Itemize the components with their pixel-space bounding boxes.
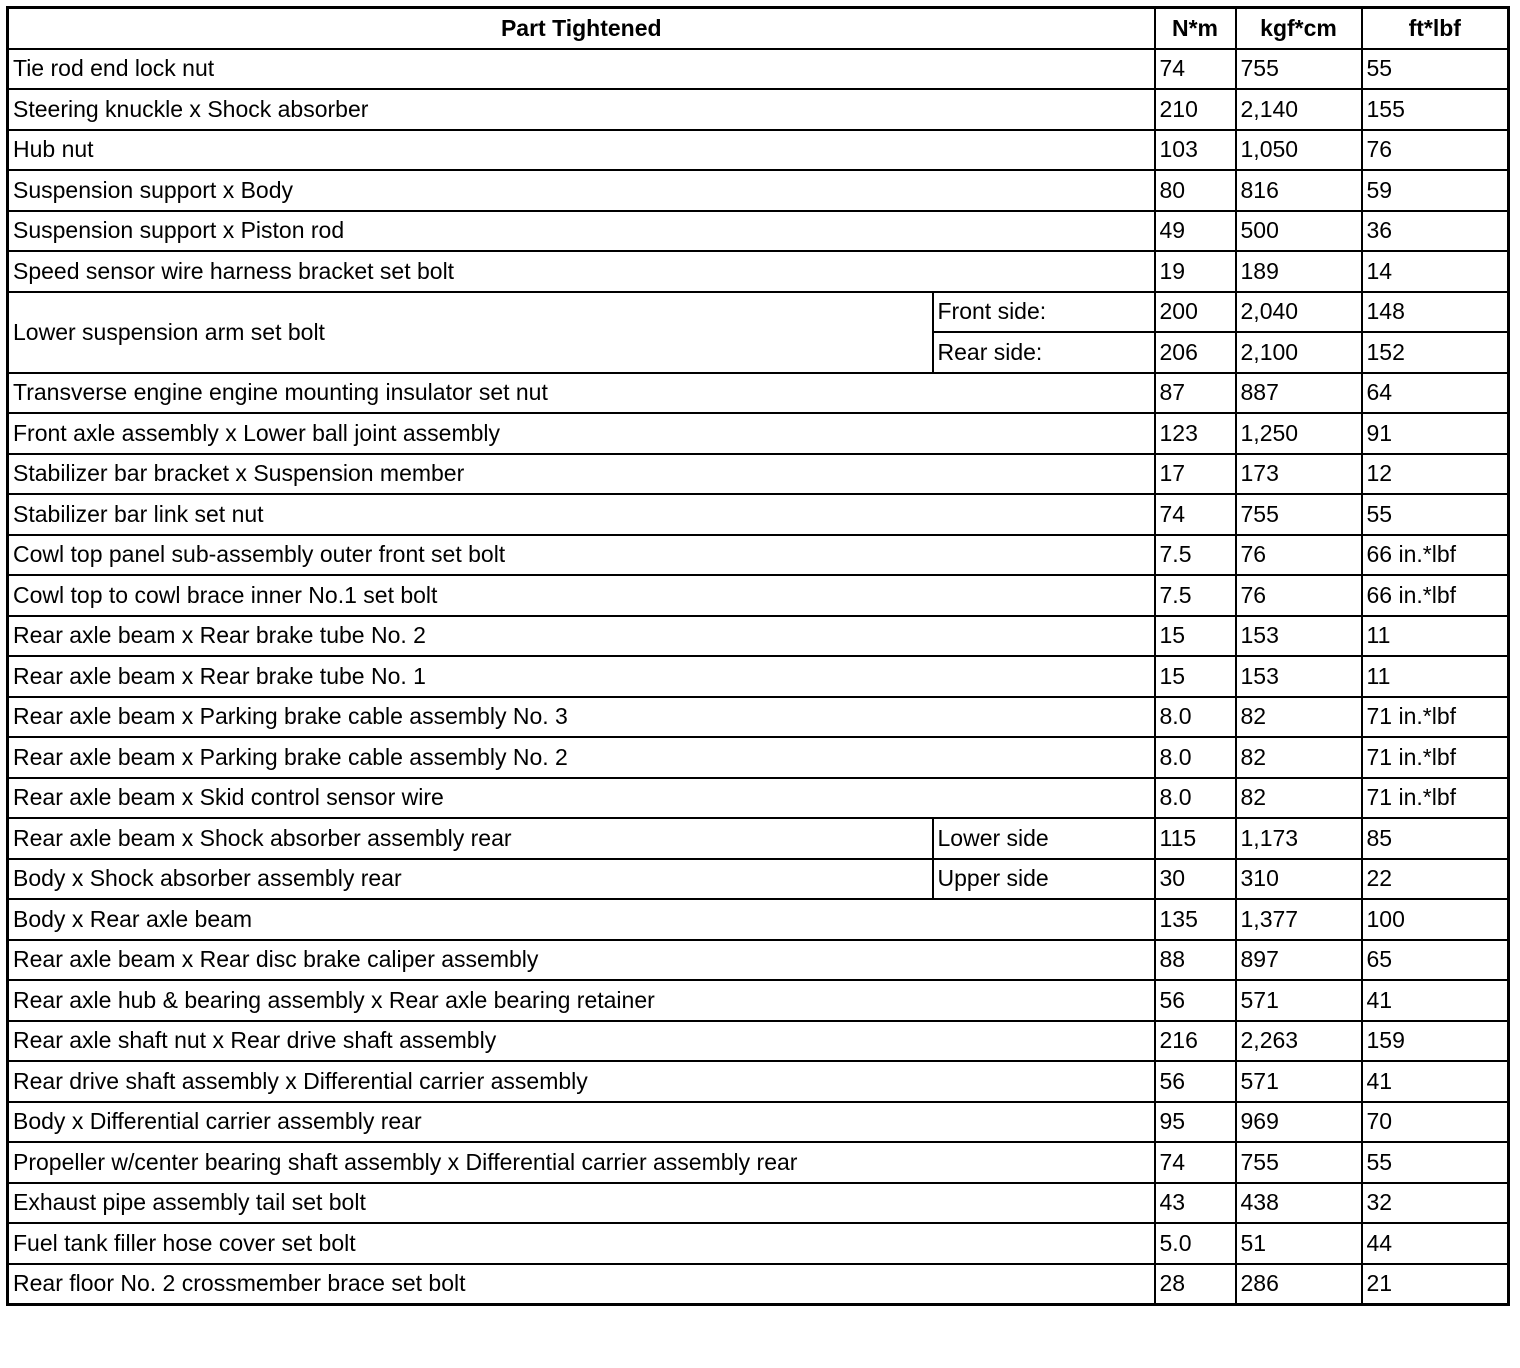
kgfcm-value-cell: 1,250 <box>1236 413 1362 454</box>
kgfcm-value-cell: 2,040 <box>1236 292 1362 333</box>
kgfcm-value-cell: 755 <box>1236 494 1362 535</box>
part-position-cell: Lower side <box>933 818 1155 859</box>
nm-value-cell: 43 <box>1155 1183 1236 1224</box>
ftlbf-value-cell: 85 <box>1362 818 1509 859</box>
part-position-cell: Upper side <box>933 859 1155 900</box>
table-row <box>8 737 1509 778</box>
kgfcm-value-cell: 755 <box>1236 49 1362 90</box>
nm-value-cell: 30 <box>1155 859 1236 900</box>
kgfcm-value-cell: 1,377 <box>1236 899 1362 940</box>
kgfcm-value-cell: 2,100 <box>1236 332 1362 373</box>
ftlbf-value-cell: 21 <box>1362 1264 1509 1305</box>
nm-value-cell: 103 <box>1155 130 1236 171</box>
ftlbf-value-cell: 66 in.*lbf <box>1362 575 1509 616</box>
nm-value-cell: 95 <box>1155 1102 1236 1143</box>
nm-value-cell: 87 <box>1155 373 1236 414</box>
part-name-cell: Steering knuckle x Shock absorber <box>8 89 1155 130</box>
ftlbf-value-cell: 12 <box>1362 454 1509 495</box>
nm-value-cell: 210 <box>1155 89 1236 130</box>
table-row <box>8 535 1509 576</box>
nm-value-cell: 80 <box>1155 170 1236 211</box>
kgfcm-value-cell: 897 <box>1236 940 1362 981</box>
table-row <box>8 899 1509 940</box>
kgfcm-value-cell: 189 <box>1236 251 1362 292</box>
ftlbf-value-cell: 155 <box>1362 89 1509 130</box>
ftlbf-value-cell: 22 <box>1362 859 1509 900</box>
nm-value-cell: 28 <box>1155 1264 1236 1305</box>
ftlbf-value-cell: 70 <box>1362 1102 1509 1143</box>
kgfcm-value-cell: 2,263 <box>1236 1021 1362 1062</box>
kgfcm-value-cell: 571 <box>1236 1061 1362 1102</box>
kgfcm-value-cell: 286 <box>1236 1264 1362 1305</box>
kgfcm-value-cell: 153 <box>1236 616 1362 657</box>
table-row <box>8 1183 1509 1224</box>
kgfcm-value-cell: 51 <box>1236 1223 1362 1264</box>
ftlbf-value-cell: 11 <box>1362 656 1509 697</box>
part-name-cell: Speed sensor wire harness bracket set bolt <box>8 251 1155 292</box>
part-name-cell: Body x Shock absorber assembly rear <box>8 859 933 900</box>
table-row <box>8 940 1509 981</box>
torque-spec-table <box>6 6 1510 1306</box>
part-name-cell: Propeller w/center bearing shaft assembly x Differential carrier assembly rear <box>8 1142 1155 1183</box>
kgfcm-value-cell: 500 <box>1236 211 1362 252</box>
ftlbf-value-cell: 64 <box>1362 373 1509 414</box>
part-name-cell: Rear axle hub & bearing assembly x Rear axle bearing retainer <box>8 980 1155 1021</box>
table-row <box>8 818 1509 859</box>
table-row <box>8 49 1509 90</box>
ftlbf-value-cell: 11 <box>1362 616 1509 657</box>
kgfcm-value-cell: 1,173 <box>1236 818 1362 859</box>
kgfcm-value-cell: 969 <box>1236 1102 1362 1143</box>
header-row <box>8 8 1509 49</box>
ftlbf-value-cell: 71 in.*lbf <box>1362 778 1509 819</box>
kgfcm-value-cell: 887 <box>1236 373 1362 414</box>
part-name-cell: Suspension support x Piston rod <box>8 211 1155 252</box>
kgfcm-value-cell: 153 <box>1236 656 1362 697</box>
part-name-cell: Rear axle shaft nut x Rear drive shaft assembly <box>8 1021 1155 1062</box>
table-row <box>8 211 1509 252</box>
nm-value-cell: 123 <box>1155 413 1236 454</box>
nm-value-cell: 8.0 <box>1155 737 1236 778</box>
ftlbf-value-cell: 91 <box>1362 413 1509 454</box>
kgfcm-value-cell: 438 <box>1236 1183 1362 1224</box>
table-row <box>8 1021 1509 1062</box>
nm-value-cell: 49 <box>1155 211 1236 252</box>
part-name-cell: Body x Rear axle beam <box>8 899 1155 940</box>
ftlbf-value-cell: 36 <box>1362 211 1509 252</box>
table-row <box>8 1142 1509 1183</box>
table-row <box>8 454 1509 495</box>
ftlbf-value-cell: 41 <box>1362 980 1509 1021</box>
table-row <box>8 1264 1509 1305</box>
table-row <box>8 656 1509 697</box>
table-row <box>8 251 1509 292</box>
part-name-cell: Rear axle beam x Rear brake tube No. 2 <box>8 616 1155 657</box>
part-name-cell: Lower suspension arm set bolt <box>8 292 933 373</box>
nm-value-cell: 216 <box>1155 1021 1236 1062</box>
part-position-cell: Front side: <box>933 292 1155 333</box>
kgfcm-value-cell: 310 <box>1236 859 1362 900</box>
table-row <box>8 980 1509 1021</box>
nm-value-cell: 56 <box>1155 980 1236 1021</box>
ftlbf-value-cell: 71 in.*lbf <box>1362 697 1509 738</box>
kgfcm-value-cell: 571 <box>1236 980 1362 1021</box>
kgfcm-value-cell: 82 <box>1236 778 1362 819</box>
nm-value-cell: 56 <box>1155 1061 1236 1102</box>
kgfcm-value-cell: 173 <box>1236 454 1362 495</box>
ftlbf-value-cell: 44 <box>1362 1223 1509 1264</box>
part-name-cell: Exhaust pipe assembly tail set bolt <box>8 1183 1155 1224</box>
ftlbf-value-cell: 55 <box>1362 494 1509 535</box>
nm-value-cell: 5.0 <box>1155 1223 1236 1264</box>
part-name-cell: Rear axle beam x Rear disc brake caliper assembly <box>8 940 1155 981</box>
part-name-cell: Rear axle beam x Parking brake cable assembly No. 2 <box>8 737 1155 778</box>
nm-value-cell: 74 <box>1155 49 1236 90</box>
ftlbf-value-cell: 76 <box>1362 130 1509 171</box>
ftlbf-value-cell: 14 <box>1362 251 1509 292</box>
nm-value-cell: 74 <box>1155 1142 1236 1183</box>
table-row <box>8 1061 1509 1102</box>
table-row <box>8 413 1509 454</box>
ftlbf-value-cell: 55 <box>1362 1142 1509 1183</box>
header-kgfcm: kgf*cm <box>1236 8 1362 49</box>
part-name-cell: Stabilizer bar bracket x Suspension member <box>8 454 1155 495</box>
nm-value-cell: 115 <box>1155 818 1236 859</box>
ftlbf-value-cell: 65 <box>1362 940 1509 981</box>
nm-value-cell: 8.0 <box>1155 697 1236 738</box>
part-name-cell: Stabilizer bar link set nut <box>8 494 1155 535</box>
nm-value-cell: 7.5 <box>1155 575 1236 616</box>
part-name-cell: Front axle assembly x Lower ball joint assembly <box>8 413 1155 454</box>
part-name-cell: Hub nut <box>8 130 1155 171</box>
kgfcm-value-cell: 82 <box>1236 697 1362 738</box>
nm-value-cell: 17 <box>1155 454 1236 495</box>
table-row <box>8 1102 1509 1143</box>
kgfcm-value-cell: 2,140 <box>1236 89 1362 130</box>
part-name-cell: Tie rod end lock nut <box>8 49 1155 90</box>
table-row <box>8 494 1509 535</box>
table-row <box>8 373 1509 414</box>
nm-value-cell: 19 <box>1155 251 1236 292</box>
header-ftlbf: ft*lbf <box>1362 8 1509 49</box>
ftlbf-value-cell: 148 <box>1362 292 1509 333</box>
nm-value-cell: 200 <box>1155 292 1236 333</box>
nm-value-cell: 8.0 <box>1155 778 1236 819</box>
kgfcm-value-cell: 76 <box>1236 575 1362 616</box>
ftlbf-value-cell: 55 <box>1362 49 1509 90</box>
part-name-cell: Transverse engine engine mounting insulator set nut <box>8 373 1155 414</box>
kgfcm-value-cell: 755 <box>1236 1142 1362 1183</box>
part-name-cell: Rear axle beam x Rear brake tube No. 1 <box>8 656 1155 697</box>
part-name-cell: Cowl top panel sub-assembly outer front set bolt <box>8 535 1155 576</box>
part-name-cell: Rear floor No. 2 crossmember brace set bolt <box>8 1264 1155 1305</box>
ftlbf-value-cell: 66 in.*lbf <box>1362 535 1509 576</box>
nm-value-cell: 15 <box>1155 616 1236 657</box>
nm-value-cell: 88 <box>1155 940 1236 981</box>
part-name-cell: Rear axle beam x Shock absorber assembly rear <box>8 818 933 859</box>
nm-value-cell: 135 <box>1155 899 1236 940</box>
ftlbf-value-cell: 32 <box>1362 1183 1509 1224</box>
ftlbf-value-cell: 159 <box>1362 1021 1509 1062</box>
table-row <box>8 778 1509 819</box>
nm-value-cell: 15 <box>1155 656 1236 697</box>
ftlbf-value-cell: 59 <box>1362 170 1509 211</box>
ftlbf-value-cell: 100 <box>1362 899 1509 940</box>
table-row <box>8 859 1509 900</box>
kgfcm-value-cell: 76 <box>1236 535 1362 576</box>
kgfcm-value-cell: 82 <box>1236 737 1362 778</box>
ftlbf-value-cell: 152 <box>1362 332 1509 373</box>
table-row <box>8 130 1509 171</box>
part-name-cell: Body x Differential carrier assembly rear <box>8 1102 1155 1143</box>
ftlbf-value-cell: 41 <box>1362 1061 1509 1102</box>
nm-value-cell: 74 <box>1155 494 1236 535</box>
part-name-cell: Rear axle beam x Parking brake cable assembly No. 3 <box>8 697 1155 738</box>
table-row <box>8 697 1509 738</box>
part-name-cell: Cowl top to cowl brace inner No.1 set bolt <box>8 575 1155 616</box>
table-row <box>8 1223 1509 1264</box>
header-nm: N*m <box>1155 8 1236 49</box>
nm-value-cell: 206 <box>1155 332 1236 373</box>
part-name-cell: Fuel tank filler hose cover set bolt <box>8 1223 1155 1264</box>
table-body <box>8 49 1509 1305</box>
part-position-cell: Rear side: <box>933 332 1155 373</box>
kgfcm-value-cell: 816 <box>1236 170 1362 211</box>
table-row <box>8 292 1509 333</box>
table-row <box>8 575 1509 616</box>
table-row <box>8 616 1509 657</box>
kgfcm-value-cell: 1,050 <box>1236 130 1362 171</box>
nm-value-cell: 7.5 <box>1155 535 1236 576</box>
part-name-cell: Suspension support x Body <box>8 170 1155 211</box>
part-name-cell: Rear drive shaft assembly x Differential carrier assembly <box>8 1061 1155 1102</box>
table-row <box>8 170 1509 211</box>
header-part-tightened: Part Tightened <box>8 8 1155 49</box>
table-row <box>8 89 1509 130</box>
part-name-cell: Rear axle beam x Skid control sensor wire <box>8 778 1155 819</box>
ftlbf-value-cell: 71 in.*lbf <box>1362 737 1509 778</box>
